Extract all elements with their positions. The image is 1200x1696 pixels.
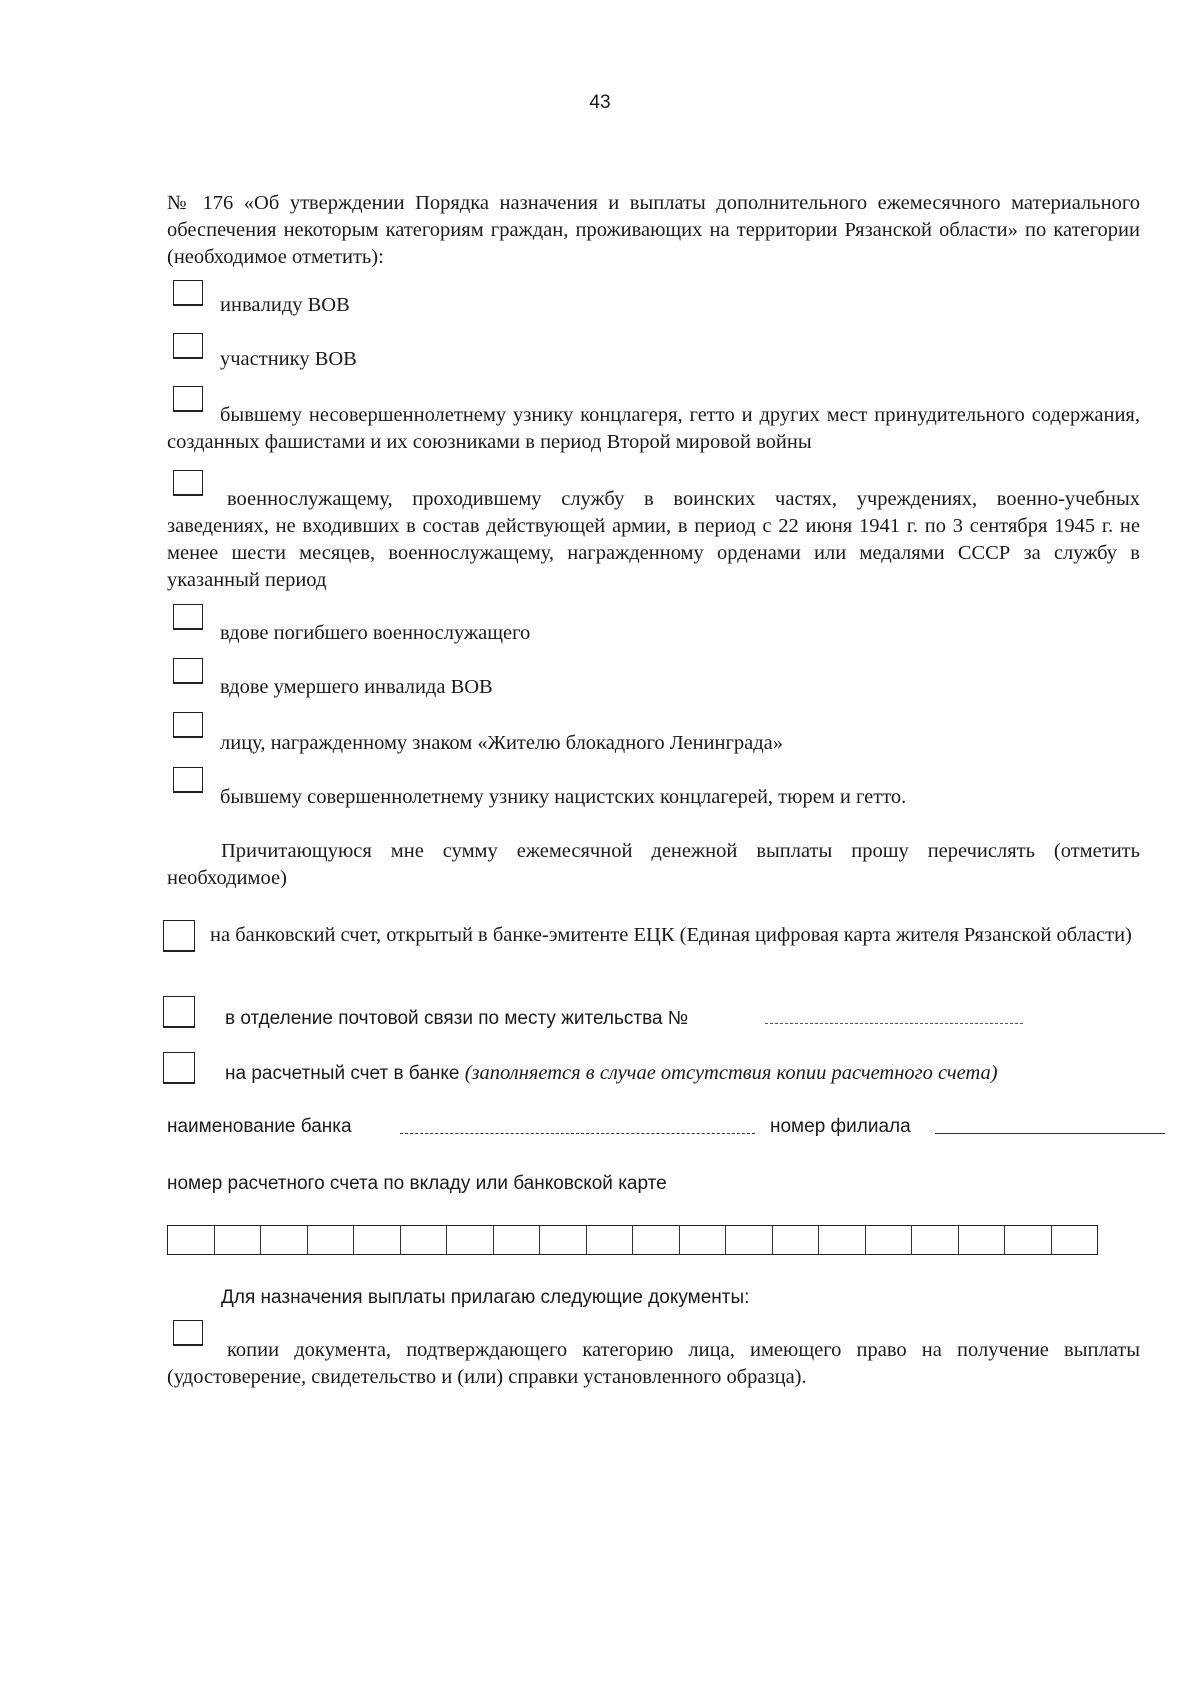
branch-label: номер филиала — [770, 1116, 911, 1137]
payment-request-paragraph: Причитающуюся мне сумму ежемесячной денежной выплаты прошу перечислять (отметить необходимое) — [167, 840, 1140, 889]
intro-paragraph: № 176 «Об утверждении Порядка назначения и выплаты дополнительного ежемесячного материального обеспечения некоторым категориям граждан, проживающих на территории Рязанской области» по категории (необходимое отметить): — [167, 192, 1140, 268]
document-copy-item: копии документа, подтверждающего категорию лица, имеющего право на получение выплаты (удостоверение, свидетельство и (или) справки установленного образца). — [167, 1339, 1140, 1388]
account-digit-cell[interactable] — [1052, 1226, 1098, 1254]
checkbox-widow-invalid[interactable] — [173, 658, 203, 684]
branch-field[interactable] — [935, 1133, 1165, 1134]
account-digit-cell[interactable] — [912, 1226, 959, 1254]
account-digit-cell[interactable] — [354, 1226, 401, 1254]
option-bank-card: на банковский счет, открытый в банке-эмитенте ЕЦК (Единая цифровая карта жителя Рязанской области) — [210, 924, 1132, 946]
account-digit-cell[interactable] — [447, 1226, 494, 1254]
account-digit-cell[interactable] — [587, 1226, 634, 1254]
account-digit-cell[interactable] — [866, 1226, 913, 1254]
category-minor-prisoner: бывшему несовершеннолетнему узнику концлагеря, гетто и других мест принудительного содержания, созданных фашистами и их союзниками в период Второй мировой войны — [167, 404, 1140, 453]
category-leningrad: лицу, награжденному знаком «Жителю блокадного Ленинграда» — [220, 732, 784, 754]
bank-account-note: (заполняется в случае отсутствия копии расчетного счета) — [464, 1062, 998, 1084]
checkbox-post-office[interactable] — [163, 996, 195, 1028]
account-digit-cell[interactable] — [633, 1226, 680, 1254]
checkbox-participant-vov[interactable] — [173, 333, 203, 359]
account-number-grid[interactable] — [167, 1225, 1098, 1255]
account-digit-cell[interactable] — [494, 1226, 541, 1254]
bank-name-label: наименование банка — [167, 1116, 352, 1137]
checkbox-widow-killed[interactable] — [173, 604, 203, 630]
documents-intro: Для назначения выплаты прилагаю следующие документы: — [221, 1287, 750, 1308]
account-digit-cell[interactable] — [168, 1226, 215, 1254]
account-digit-cell[interactable] — [261, 1226, 308, 1254]
account-digit-cell[interactable] — [308, 1226, 355, 1254]
account-digit-cell[interactable] — [540, 1226, 587, 1254]
checkbox-adult-prisoner[interactable] — [173, 767, 203, 793]
category-participant-vov: участнику ВОВ — [220, 348, 357, 370]
account-digit-cell[interactable] — [773, 1226, 820, 1254]
account-digit-cell[interactable] — [819, 1226, 866, 1254]
checkbox-bank-account[interactable] — [163, 1052, 195, 1084]
category-serviceman: военнослужащему, проходившему службу в воинских частях, учреждениях, военно-учебных заведениях, не входивших в состав действующей армии, в период с 22 июня 1941 г. по 3 сентября 1945 г. не менее шести месяцев, военнослужащему, награжденному орденами или медалями СССР за службу в указанный период — [167, 488, 1140, 591]
account-digit-cell[interactable] — [215, 1226, 262, 1254]
category-invalid-vov: инвалиду ВОВ — [220, 294, 350, 316]
checkbox-invalid-vov[interactable] — [173, 280, 203, 306]
option-post-office: в отделение почтовой связи по месту жительства № — [225, 1008, 689, 1029]
category-widow-invalid: вдове умершего инвалида ВОВ — [220, 676, 493, 698]
account-digit-cell[interactable] — [680, 1226, 727, 1254]
bank-account-label: на расчетный счет в банке — [225, 1063, 465, 1084]
account-digit-cell[interactable] — [959, 1226, 1006, 1254]
option-bank-account — [225, 1060, 998, 1087]
category-widow-killed: вдове погибшего военнослужащего — [220, 622, 531, 644]
post-office-number-field[interactable] — [765, 1023, 1023, 1024]
account-number-label: номер расчетного счета по вкладу или банковской карте — [167, 1173, 667, 1194]
account-digit-cell[interactable] — [1005, 1226, 1052, 1254]
page-number: 43 — [589, 92, 611, 113]
account-digit-cell[interactable] — [401, 1226, 448, 1254]
checkbox-leningrad[interactable] — [173, 712, 203, 738]
category-adult-prisoner: бывшему совершеннолетнему узнику нацистских концлагерей, тюрем и гетто. — [220, 786, 907, 808]
bank-name-field[interactable] — [400, 1133, 755, 1134]
account-digit-cell[interactable] — [726, 1226, 773, 1254]
